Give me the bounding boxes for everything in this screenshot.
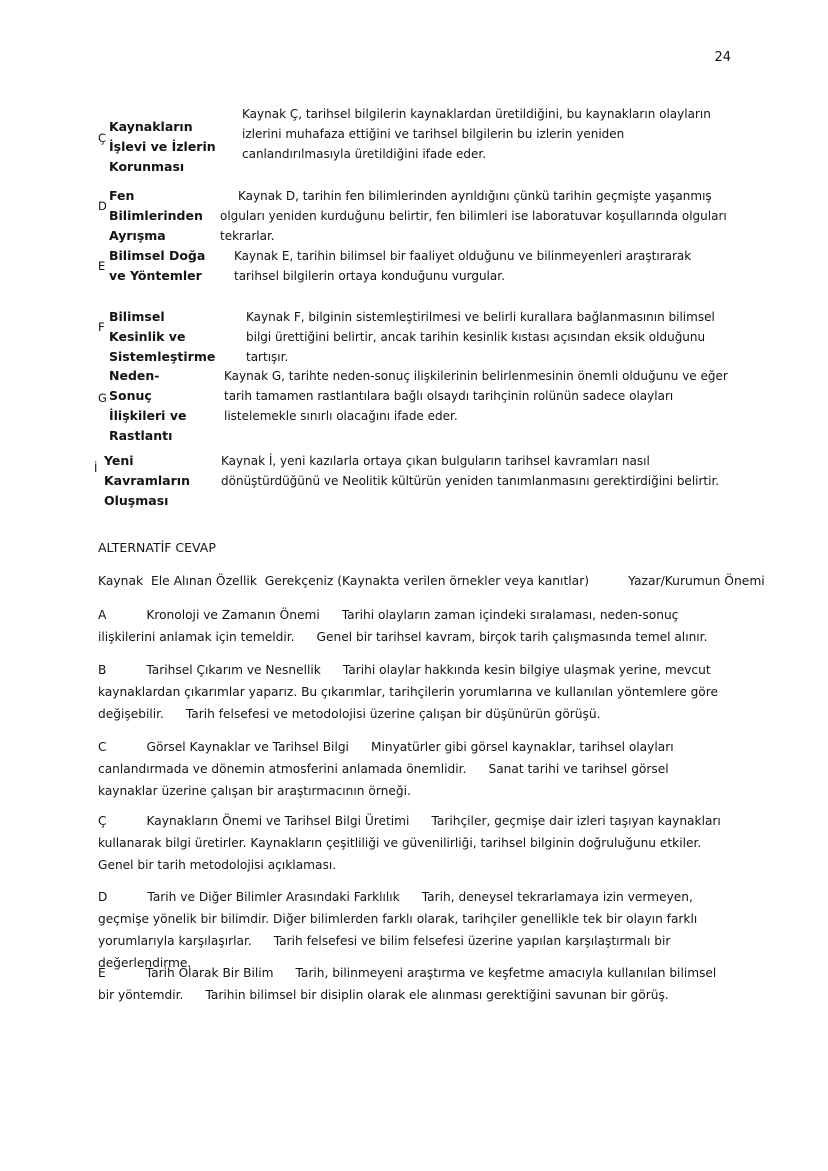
item-feature: Kronoloji ve Zamanın Önemi xyxy=(146,608,320,622)
list-item xyxy=(98,886,730,974)
item-letter: C xyxy=(98,740,107,754)
column-header: Gerekçeniz (Kaynakta verilen örnekler veya kanıtlar) xyxy=(264,574,590,588)
item-reason: Tarihçiler, geçmişe dair izleri taşıyan kaynakları kullanarak bilgi üretirler. Kaynakların çeşitliliği ve güvenilirliği, tarihsel bilginin doğruluğunu etkiler. xyxy=(98,814,721,850)
row-title: Fen Bilimlerinden Ayrışma xyxy=(109,188,203,243)
row-letter: F xyxy=(98,320,105,334)
item-letter: D xyxy=(98,890,108,904)
row-title: Bilimsel Doğa ve Yöntemler xyxy=(109,248,206,283)
row-title: Neden-Sonuç İlişkileri ve Rastlantı xyxy=(109,368,187,443)
list-item xyxy=(98,736,730,802)
item-importance: Tarih felsefesi ve bilim felsefesi üzerine yapılan karşılaştırmalı bir değerlendirme. xyxy=(98,934,671,970)
item-reason: Tarih, bilinmeyeni araştırma ve keşfetme amacıyla kullanılan bilimsel bir yöntemdir. xyxy=(98,966,717,1002)
row-letter: Ç xyxy=(98,131,107,145)
row-description: Kaynak Ç, tarihsel bilgilerin kaynaklardan üretildiğini, bu kaynakların olayların izlerini muhafaza ettiğini ve tarihsel bilgilerin bu izlerin yeniden canlandırılmasıyla üretildiğini ifade eder. xyxy=(242,107,711,161)
column-header: Kaynak xyxy=(98,574,144,588)
item-letter: E xyxy=(98,966,106,980)
row-title: Kaynakların İşlevi ve İzlerin Korunması xyxy=(109,119,216,174)
item-letter: Ç xyxy=(98,814,107,828)
column-header: Ele Alınan Özellik xyxy=(150,574,257,588)
item-reason: Minyatürler gibi görsel kaynaklar, tarihsel olayları canlandırmada ve dönemin atmosferini anlamada önemlidir. xyxy=(98,740,674,776)
row-description: Kaynak D, tarihin fen bilimlerinden ayrıldığını çünkü tarihin geçmişte yaşanmış olguları yeniden kurduğunu belirtir, fen bilimleri ise laboratuvar koşullarında olguları tekrarlar. xyxy=(220,189,727,243)
item-feature: Kaynakların Önemi ve Tarihsel Bilgi Üretimi xyxy=(146,814,410,828)
page-number: 24 xyxy=(714,50,731,65)
row-description: Kaynak G, tarihte neden-sonuç ilişkilerinin belirlenmesinin önemli olduğunu ve eğer tarih tamamen rastlantılara bağlı olsaydı tarihçinin rolünün sadece olayları listelemekle sınırlı olacağını ifade eder. xyxy=(224,369,728,423)
column-header: Yazar/Kurumun Önemi xyxy=(628,574,765,588)
row-title: Yeni Kavramların Oluşması xyxy=(104,453,190,508)
row-title: Bilimsel Kesinlik ve Sistemleştirme xyxy=(109,309,216,364)
item-feature: Görsel Kaynaklar ve Tarihsel Bilgi xyxy=(146,740,349,754)
column-headers xyxy=(98,574,765,588)
list-item xyxy=(98,962,730,1006)
item-feature: Tarih ve Diğer Bilimler Arasındaki Farklılık xyxy=(147,890,400,904)
item-reason: Tarihi olaylar hakkında kesin bilgiye ulaşmak yerine, mevcut kaynaklardan çıkarımlar yaparız. Bu çıkarımlar, tarihçilerin yorumlarına ve kullanılan yöntemlere göre değişebilir. xyxy=(98,663,719,721)
item-importance: Sanat tarihi ve tarihsel görsel kaynaklar üzerine çalışan bir araştırmacının örneği. xyxy=(98,762,669,798)
item-importance: Tarih felsefesi ve metodolojisi üzerine çalışan bir düşünürün görüşü. xyxy=(185,707,601,721)
row-letter: D xyxy=(98,199,107,213)
item-importance: Genel bir tarih metodolojisi açıklaması. xyxy=(98,858,337,872)
row-description: Kaynak F, bilginin sistemleştirilmesi ve belirli kurallara bağlanmasının bilimsel bilgi ürettiğini belirtir, ancak tarihin kesinlik kıstası açısından eksik olduğunu tartışır. xyxy=(246,310,715,364)
list-item xyxy=(98,604,730,648)
row-letter: İ xyxy=(94,461,98,475)
alternative-heading: ALTERNATİF CEVAP xyxy=(98,540,216,555)
list-item xyxy=(98,659,730,725)
row-letter: G xyxy=(98,391,107,405)
list-item xyxy=(98,810,730,876)
item-importance: Tarihin bilimsel bir disiplin olarak ele alınması gerektiğini savunan bir görüş. xyxy=(205,988,669,1002)
item-feature: Tarihsel Çıkarım ve Nesnellik xyxy=(146,663,321,677)
item-letter: A xyxy=(98,608,107,622)
row-description: Kaynak E, tarihin bilimsel bir faaliyet olduğunu ve bilinmeyenleri araştırarak tarihsel bilgilerin ortaya konduğunu vurgular. xyxy=(234,249,692,283)
item-feature: Tarih Olarak Bir Bilim xyxy=(145,966,274,980)
item-letter: B xyxy=(98,663,107,677)
item-reason: Tarih, deneysel tekrarlamaya izin vermeyen, geçmişe yönelik bir bilimdir. Diğer bilimlerden farklı olarak, tarihçiler genellikle tek bir olayın farklı yorumlarıyla karşılaşırlar. xyxy=(98,890,698,948)
row-letter: E xyxy=(98,259,106,273)
item-reason: Tarihi olayların zaman içindeki sıralaması, neden-sonuç ilişkilerini anlamak için temeldir. xyxy=(98,608,679,644)
row-description: Kaynak İ, yeni kazılarla ortaya çıkan bulguların tarihsel kavramları nasıl dönüştürdüğünü ve Neolitik kültürün yeniden tanımlanmasını gerektirdiğini belirtir. xyxy=(221,454,720,488)
item-importance: Genel bir tarihsel kavram, birçok tarih çalışmasında temel alınır. xyxy=(316,630,708,644)
